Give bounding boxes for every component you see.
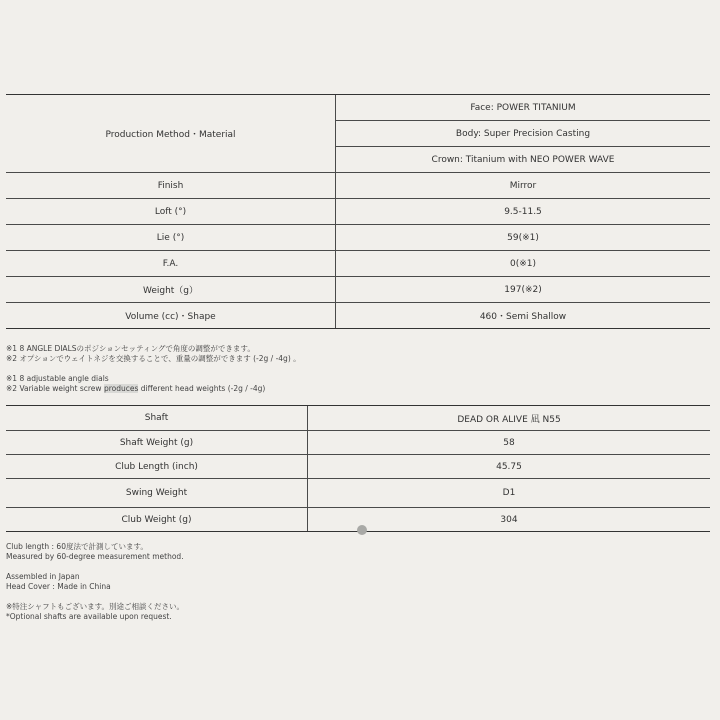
weight-label: Weight（g） xyxy=(6,277,336,303)
optional-shaft-note xyxy=(6,602,184,622)
head-spec-table xyxy=(6,94,710,329)
volume-value: 460・Semi Shallow xyxy=(336,303,711,329)
production-method-label: Production Method・Material xyxy=(6,95,336,173)
note-line xyxy=(6,384,265,394)
table-row xyxy=(6,479,710,508)
highlighted-word: produces xyxy=(103,384,139,393)
note-line: ※2 オプションでウェイトネジを交換することで、重量の調整ができます (-2g / -4g) 。 xyxy=(6,354,301,363)
table-row xyxy=(6,225,710,251)
swing-weight-value: D1 xyxy=(308,479,711,508)
finish-label: Finish xyxy=(6,173,336,199)
table-row xyxy=(6,303,710,329)
japanese-notes xyxy=(6,344,301,364)
note-line: ※1 8 ANGLE DIALSのポジションセッティングで角度の調整ができます。 xyxy=(6,344,255,353)
table-row xyxy=(6,455,710,479)
note-line: ※特注シャフトもございます。別途ご相談ください。 xyxy=(6,602,185,611)
shaft-label: Shaft xyxy=(6,406,308,431)
note-line: Club length : 60度法で計測しています。 xyxy=(6,542,148,551)
crown-material: Crown: Titanium with NEO POWER WAVE xyxy=(336,147,711,173)
table-row xyxy=(6,431,710,455)
shaft-weight-value: 58 xyxy=(308,431,711,455)
table-row xyxy=(6,277,710,303)
table-row xyxy=(6,251,710,277)
table-row xyxy=(6,95,710,121)
shaft-weight-label: Shaft Weight (g) xyxy=(6,431,308,455)
club-length-value: 45.75 xyxy=(308,455,711,479)
note-line: Head Cover : Made in China xyxy=(6,582,111,591)
finish-value: Mirror xyxy=(336,173,711,199)
table-row xyxy=(6,406,710,431)
swing-weight-label: Swing Weight xyxy=(6,479,308,508)
origin-note xyxy=(6,572,111,592)
shaft-spec-table xyxy=(6,405,710,532)
lie-label: Lie (°) xyxy=(6,225,336,251)
note-line: Assembled in Japan xyxy=(6,572,80,581)
face-material: Face: POWER TITANIUM xyxy=(336,95,711,121)
fa-label: F.A. xyxy=(6,251,336,277)
note-line: ※1 8 adjustable angle dials xyxy=(6,374,109,383)
shaft-value: DEAD OR ALIVE 凪 N55 xyxy=(308,406,711,431)
loft-label: Loft (°) xyxy=(6,199,336,225)
loft-value: 9.5-11.5 xyxy=(336,199,711,225)
note-line: Measured by 60-degree measurement method. xyxy=(6,552,184,561)
cursor-dot xyxy=(357,525,367,535)
note-line: *Optional shafts are available upon request. xyxy=(6,612,172,621)
fa-value: 0(※1) xyxy=(336,251,711,277)
table-row xyxy=(6,199,710,225)
club-weight-label: Club Weight (g) xyxy=(6,508,308,532)
lie-value: 59(※1) xyxy=(336,225,711,251)
english-notes xyxy=(6,374,265,394)
volume-label: Volume (cc)・Shape xyxy=(6,303,336,329)
club-length-label: Club Length (inch) xyxy=(6,455,308,479)
note-text: ※2 Variable weight screw xyxy=(6,384,104,393)
club-length-note xyxy=(6,542,184,562)
weight-value: 197(※2) xyxy=(336,277,711,303)
table-row xyxy=(6,173,710,199)
body-material: Body: Super Precision Casting xyxy=(336,121,711,147)
club-weight-value: 304 xyxy=(308,508,711,532)
note-text: different head weights (-2g / -4g) xyxy=(138,384,266,393)
